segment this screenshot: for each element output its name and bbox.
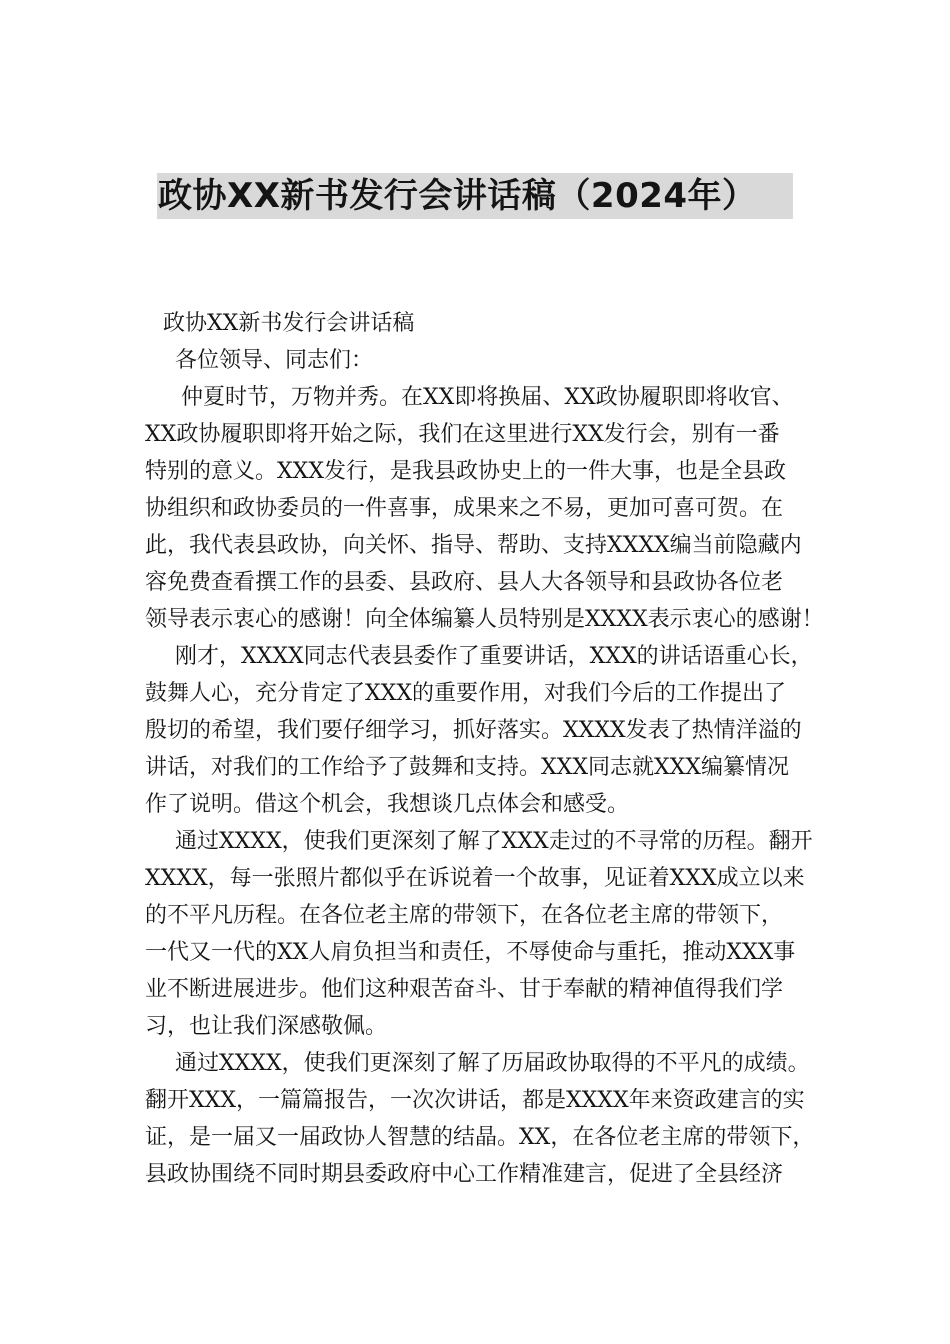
paragraph-line: 特别的意义。XXX发行，是我县政协史上的一件大事，也是全县政 (145, 459, 786, 484)
paragraph-line: 习，也让我们深感敬佩。 (145, 1014, 388, 1039)
salutation: 各位领导、同志们： (175, 348, 374, 373)
paragraph-line: 通过XXXX，使我们更深刻了解了XXX走过的不寻常的历程。翻开 (175, 829, 813, 854)
paragraph-line: 讲话，对我们的工作给予了鼓舞和支持。XXX同志就XXX编纂情况 (145, 755, 789, 780)
paragraph-line: 殷切的希望，我们要仔细学习，抓好落实。XXXX发表了热情洋溢的 (145, 718, 802, 743)
paragraph-line: 一代又一代的XX人肩负担当和责任，不辱使命与重托，推动XXX事 (145, 940, 796, 965)
paragraph-line: 县政协围绕不同时期县委政府中心工作精准建言，促进了全县经济 (145, 1162, 784, 1187)
paragraph-line: 容免费查看撰工作的县委、县政府、县人大各领导和县政协各位老 (145, 570, 784, 595)
paragraph-line: 作了说明。借这个机会，我想谈几点体会和感受。 (145, 792, 630, 817)
paragraph-line: 通过XXXX，使我们更深刻了解了历届政协取得的不平凡的成绩。 (175, 1051, 810, 1076)
paragraph-line: 刚才，XXXX同志代表县委作了重要讲话，XXX的讲话语重心长， (175, 644, 813, 669)
paragraph-line: 的不平凡历程。在各位老主席的带领下，在各位老主席的带领下， (145, 903, 784, 928)
paragraph-line: 业不断进展进步。他们这种艰苦奋斗、甘于奉献的精神值得我们学 (145, 977, 784, 1002)
document-body (145, 305, 825, 1193)
paragraph-line: 鼓舞人心，充分肯定了XXX的重要作用，对我们今后的工作提出了 (145, 681, 786, 706)
paragraph-line: 翻开XXX，一篇篇报告，一次次讲话，都是XXXX年来资政建言的实 (145, 1088, 805, 1113)
paragraph-line: 领导表示衷心的感谢！向全体编纂人员特别是XXXX表示衷心的感谢！ (145, 607, 824, 632)
paragraph-line: 此，我代表县政协，向关怀、指导、帮助、支持XXXX编当前隐藏内 (145, 533, 802, 558)
paragraph-line: XX政协履职即将开始之际，我们在这里进行XX发行会，别有一番 (145, 422, 780, 447)
paragraph-line: XXXX，每一张照片都似乎在诉说着一个故事，见证着XXX成立以来 (145, 866, 805, 891)
paragraph-line: 仲夏时节，万物并秀。在XX即将换届、XX政协履职即将收官、 (181, 385, 794, 410)
paragraph-line: 证，是一届又一届政协人智慧的结晶。XX，在各位老主席的带领下， (145, 1125, 815, 1150)
paragraph-line: 协组织和政协委员的一件喜事，成果来之不易，更加可喜可贺。在 (145, 496, 784, 521)
document-title: 政协XX新书发行会讲话稿（2024年） (157, 173, 793, 219)
document-subtitle: 政协XX新书发行会讲话稿 (163, 311, 415, 336)
